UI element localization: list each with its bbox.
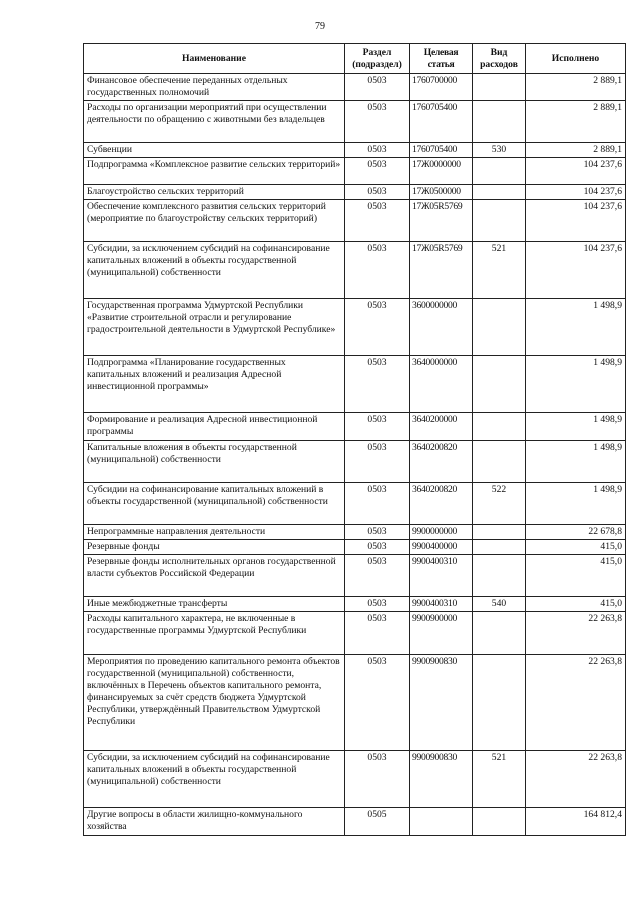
row-amount: 1 498,9 xyxy=(526,413,626,441)
row-section: 0503 xyxy=(345,612,410,655)
row-amount: 2 889,1 xyxy=(526,74,626,101)
header-section xyxy=(345,44,410,74)
header-name: Наименование xyxy=(84,44,345,74)
row-code: 1760705400 xyxy=(410,101,473,143)
row-section: 0503 xyxy=(345,356,410,413)
table-row xyxy=(84,555,626,597)
row-name: Подпрограмма «Планирование государственных капитальных вложений и реализация Адресной инвестиционной программы» xyxy=(84,356,345,413)
row-name: Подпрограмма «Комплексное развитие сельских территорий» xyxy=(84,158,345,185)
row-amount: 22 263,8 xyxy=(526,751,626,808)
row-name: Мероприятия по проведению капитального ремонта объектов государственной (муниципальной) собственности, включённых в Перечень объектов капитального ремонта, финансируемых за счёт средств бюджета Удмуртской Республики, утверждённый Правительством Удмуртской Республики xyxy=(84,655,345,751)
row-expense xyxy=(473,200,526,242)
row-amount: 2 889,1 xyxy=(526,143,626,158)
table-row xyxy=(84,751,626,808)
row-expense xyxy=(473,74,526,101)
table-row xyxy=(84,242,626,299)
budget-table xyxy=(83,43,626,836)
row-amount: 22 678,8 xyxy=(526,525,626,540)
header-section-line1: Раздел xyxy=(362,46,392,58)
table-row xyxy=(84,808,626,836)
row-code: 9900000000 xyxy=(410,525,473,540)
row-section: 0503 xyxy=(345,200,410,242)
row-code: 3640000000 xyxy=(410,356,473,413)
row-expense: 522 xyxy=(473,483,526,525)
row-expense: 521 xyxy=(473,751,526,808)
row-section: 0503 xyxy=(345,185,410,200)
row-section: 0503 xyxy=(345,540,410,555)
row-section: 0503 xyxy=(345,299,410,356)
row-code: 17Ж0000000 xyxy=(410,158,473,185)
row-section: 0503 xyxy=(345,751,410,808)
row-code: 9900900830 xyxy=(410,751,473,808)
row-code: 3640200000 xyxy=(410,413,473,441)
row-expense xyxy=(473,356,526,413)
row-name: Другие вопросы в области жилищно-коммунального хозяйства xyxy=(84,808,345,836)
row-section: 0505 xyxy=(345,808,410,836)
row-section: 0503 xyxy=(345,555,410,597)
row-expense xyxy=(473,525,526,540)
row-expense xyxy=(473,612,526,655)
row-name: Расходы капитального характера, не включенные в государственные программы Удмуртской Республики xyxy=(84,612,345,655)
table-row xyxy=(84,540,626,555)
row-name: Непрограммные направления деятельности xyxy=(84,525,345,540)
row-expense xyxy=(473,101,526,143)
table-row xyxy=(84,158,626,185)
table-row xyxy=(84,200,626,242)
row-expense xyxy=(473,655,526,751)
row-name: Благоустройство сельских территорий xyxy=(84,185,345,200)
row-name: Резервные фонды xyxy=(84,540,345,555)
row-amount: 415,0 xyxy=(526,540,626,555)
row-name: Субсидии, за исключением субсидий на софинансирование капитальных вложений в объекты государственной (муниципальной) собственности xyxy=(84,751,345,808)
row-section: 0503 xyxy=(345,101,410,143)
row-code: 1760700000 xyxy=(410,74,473,101)
row-expense xyxy=(473,808,526,836)
row-expense: 521 xyxy=(473,242,526,299)
row-name: Государственная программа Удмуртской Республики «Развитие строительной отрасли и регулирование градостроительной деятельности в Удмуртской Республике» xyxy=(84,299,345,356)
row-amount: 22 263,8 xyxy=(526,612,626,655)
row-code: 17Ж0500000 xyxy=(410,185,473,200)
row-code: 9900400310 xyxy=(410,555,473,597)
table-header xyxy=(84,44,626,74)
row-name: Капитальные вложения в объекты государственной (муниципальной) собственности xyxy=(84,441,345,483)
row-amount: 104 237,6 xyxy=(526,158,626,185)
row-name: Субсидии, за исключением субсидий на софинансирование капитальных вложений в объекты государственной (муниципальной) собственности xyxy=(84,242,345,299)
row-section: 0503 xyxy=(345,441,410,483)
row-code: 17Ж05R5769 xyxy=(410,242,473,299)
row-name: Субвенции xyxy=(84,143,345,158)
table-row xyxy=(84,143,626,158)
row-expense xyxy=(473,555,526,597)
row-name: Расходы по организации мероприятий при осуществлении деятельности по обращению с животными без владельцев xyxy=(84,101,345,143)
row-code: 9900400000 xyxy=(410,540,473,555)
header-code-line1: Целевая xyxy=(423,46,459,58)
table-row xyxy=(84,612,626,655)
row-section: 0503 xyxy=(345,242,410,299)
table-row xyxy=(84,441,626,483)
row-amount: 415,0 xyxy=(526,597,626,612)
row-amount: 164 812,4 xyxy=(526,808,626,836)
row-amount: 104 237,6 xyxy=(526,185,626,200)
page-number: 79 xyxy=(315,21,325,32)
row-name: Субсидии на софинансирование капитальных вложений в объекты государственной (муниципальной) собственности xyxy=(84,483,345,525)
row-expense xyxy=(473,540,526,555)
row-amount: 1 498,9 xyxy=(526,299,626,356)
row-section: 0503 xyxy=(345,143,410,158)
table-row xyxy=(84,74,626,101)
row-code: 3600000000 xyxy=(410,299,473,356)
row-expense xyxy=(473,413,526,441)
row-section: 0503 xyxy=(345,655,410,751)
row-code: 1760705400 xyxy=(410,143,473,158)
header-expense xyxy=(473,44,526,74)
row-section: 0503 xyxy=(345,158,410,185)
row-amount: 1 498,9 xyxy=(526,483,626,525)
row-name: Иные межбюджетные трансферты xyxy=(84,597,345,612)
row-code: 9900400310 xyxy=(410,597,473,612)
header-row xyxy=(84,44,626,74)
row-section: 0503 xyxy=(345,483,410,525)
row-amount: 104 237,6 xyxy=(526,200,626,242)
row-name: Обеспечение комплексного развития сельских территорий (мероприятие по благоустройству сельских территорий) xyxy=(84,200,345,242)
row-section: 0503 xyxy=(345,74,410,101)
header-amount: Исполнено xyxy=(526,44,626,74)
row-amount: 2 889,1 xyxy=(526,101,626,143)
row-expense xyxy=(473,158,526,185)
row-section: 0503 xyxy=(345,525,410,540)
table-row xyxy=(84,185,626,200)
row-section: 0503 xyxy=(345,597,410,612)
row-code: 9900900000 xyxy=(410,612,473,655)
row-code xyxy=(410,808,473,836)
row-amount: 1 498,9 xyxy=(526,441,626,483)
header-code xyxy=(410,44,473,74)
table-row xyxy=(84,413,626,441)
row-expense xyxy=(473,185,526,200)
header-expense-line2: расходов xyxy=(480,58,518,70)
row-name: Финансовое обеспечение переданных отдельных государственных полномочий xyxy=(84,74,345,101)
table-body xyxy=(84,74,626,836)
row-code: 3640200820 xyxy=(410,441,473,483)
row-amount: 415,0 xyxy=(526,555,626,597)
header-section-line2: (подраздел) xyxy=(352,58,402,70)
row-code: 9900900830 xyxy=(410,655,473,751)
table-row xyxy=(84,483,626,525)
row-amount: 22 263,8 xyxy=(526,655,626,751)
table-row xyxy=(84,597,626,612)
row-expense: 540 xyxy=(473,597,526,612)
row-code: 3640200820 xyxy=(410,483,473,525)
row-name: Резервные фонды исполнительных органов государственной власти субъектов Российской Федерации xyxy=(84,555,345,597)
row-code: 17Ж05R5769 xyxy=(410,200,473,242)
row-amount: 104 237,6 xyxy=(526,242,626,299)
table-row xyxy=(84,655,626,751)
row-expense xyxy=(473,299,526,356)
table-row xyxy=(84,101,626,143)
table-row xyxy=(84,299,626,356)
row-section: 0503 xyxy=(345,413,410,441)
row-expense xyxy=(473,441,526,483)
header-expense-line1: Вид xyxy=(490,46,508,58)
row-expense: 530 xyxy=(473,143,526,158)
table-row xyxy=(84,525,626,540)
table-row xyxy=(84,356,626,413)
row-amount: 1 498,9 xyxy=(526,356,626,413)
header-code-line2: статья xyxy=(427,58,455,70)
row-name: Формирование и реализация Адресной инвестиционной программы xyxy=(84,413,345,441)
